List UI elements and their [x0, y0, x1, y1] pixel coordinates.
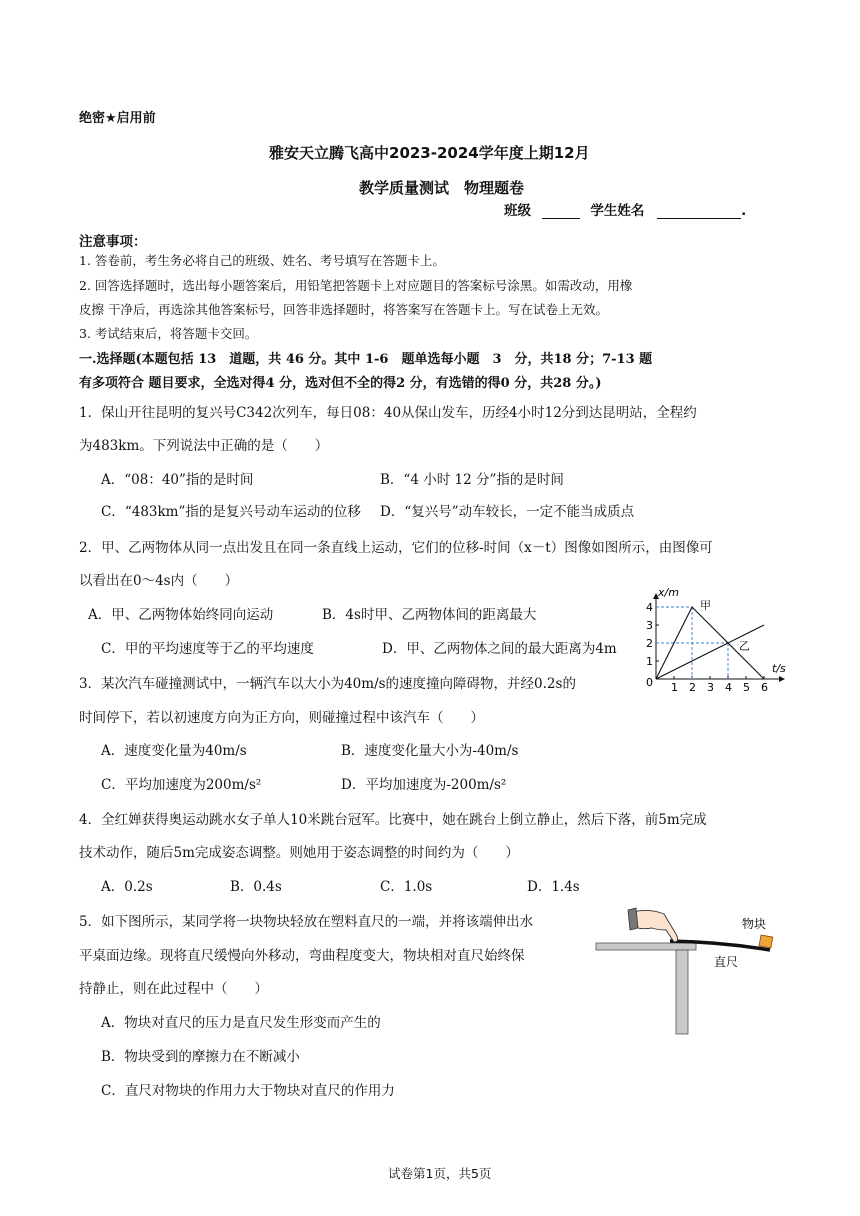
- note-item: 3. 考试结束后，将答题卡交回。: [79, 326, 258, 341]
- y-tick-labels: [646, 601, 659, 668]
- note-item: 1. 答卷前，考生务必将自己的班级、姓名、考号填写在答题卡上。: [79, 253, 445, 268]
- q5-stem-cont: 平桌面边缘。现将直尺缓慢向外移动，弯曲程度变大，物块相对直尺始终保: [79, 948, 525, 964]
- q5-stem-cont2: 持静止，则在此过程中（ ）: [79, 981, 268, 997]
- note-item: 皮擦 干净后，再选涂其他答案标号，回答非选择题时，将答案写在答题卡上。写在试卷上无效。: [79, 302, 608, 317]
- q2-stem-cont: 以看出在0～4s内（ ）: [79, 573, 239, 589]
- x-tick-label: 4: [725, 681, 732, 692]
- block-label: 物块: [742, 917, 767, 931]
- q1-option-a: A．“08：40”指的是时间: [101, 472, 254, 488]
- page-number: 试卷第1页，共5页: [388, 1166, 492, 1181]
- q2-option-b: B．4s时甲、乙两物体间的距离最大: [322, 607, 537, 623]
- q2-option-a: A．甲、乙两物体始终同向运动: [88, 607, 274, 623]
- ruler-illustration: [592, 900, 792, 1040]
- table-leg: [676, 950, 688, 1034]
- q1-option-d: D．“复兴号”动车较长，一定不能当成质点: [380, 504, 635, 520]
- q2-option-d: D．甲、乙两物体之间的最大距离为4m: [382, 641, 617, 657]
- xt-graph: [636, 586, 790, 692]
- q5-stem: 5．如下图所示，某同学将一块物块轻放在塑料直尺的一端，并将该端伸出水: [79, 914, 534, 930]
- series-yi-label: 乙: [738, 639, 750, 653]
- q4-option-c: C．1.0s: [380, 879, 433, 895]
- q4-option-a: A．0.2s: [101, 879, 153, 895]
- x-tick-label: 1: [671, 681, 678, 692]
- hand-icon: [628, 908, 678, 942]
- q3-option-b: B．速度变化量大小为-40m/s: [341, 743, 519, 759]
- q1-stem: 1．保山开往昆明的复兴号C342次列车，每日08：40从保山发车，历经4小时12分到达昆明站，全程约: [79, 405, 697, 421]
- section-heading-cont: 有多项符合 题目要求，全选对得4 分，选对但不全的得2 分，有选错的得0 分，共28 分。): [79, 376, 602, 391]
- class-label: 班级: [504, 203, 531, 219]
- series-jia-label: 甲: [700, 599, 711, 612]
- q4-option-b: B．0.4s: [230, 879, 282, 895]
- origin-label: 0: [646, 676, 653, 689]
- x-axis-label: t/s: [772, 662, 786, 675]
- guide-lines: [656, 607, 728, 679]
- ruler-label: 直尺: [714, 955, 739, 969]
- q5-option-b: B．物块受到的摩擦力在不断减小: [101, 1049, 300, 1065]
- q1-stem-cont: 为483km。下列说法中正确的是（ ）: [79, 438, 329, 454]
- x-tick-label: 6: [761, 681, 768, 692]
- table-top: [596, 943, 696, 950]
- exam-title: 雅安天立腾飞高中2023-2024学年度上期12月: [269, 144, 590, 162]
- q5-option-a: A．物块对直尺的压力是直尺发生形变而产生的: [101, 1015, 381, 1031]
- note-item: 2. 回答选择题时，选出每小题答案后，用铅笔把答题卡上对应题目的答案标号涂黑。如需改动，用橡: [79, 278, 633, 293]
- secret-mark: 绝密★启用前: [79, 111, 156, 126]
- notes-heading: 注意事项：: [79, 234, 147, 250]
- block: [759, 935, 773, 948]
- q3-option-c: C．平均加速度为200m/s²: [101, 777, 262, 793]
- q2-stem: 2．甲、乙两物体从同一点出发且在同一条直线上运动，它们的位移-时间（x－t）图像如图所示，由图像可: [79, 540, 713, 556]
- y-tick-label: 4: [646, 601, 653, 614]
- q5-option-c: C．直尺对物块的作用力大于物块对直尺的作用力: [101, 1083, 395, 1099]
- class-field[interactable]: [542, 218, 580, 219]
- x-tick-labels: [671, 676, 768, 692]
- y-tick-label: 1: [646, 655, 653, 668]
- x-tick-label: 2: [689, 681, 696, 692]
- student-info-row: [504, 199, 746, 219]
- y-tick-label: 3: [646, 619, 653, 632]
- q3-stem-cont: 时间停下，若以初速度方向为正方向，则碰撞过程中该汽车（ ）: [79, 710, 484, 726]
- name-label: 学生姓名: [590, 203, 645, 219]
- exam-subtitle: 教学质量测试 物理题卷: [359, 179, 525, 197]
- section-heading: 一.选择题(本题包括 13 道题，共 46 分。其中 1-6 题单选每小题 3 分，共18 分；7-13 题: [79, 352, 653, 367]
- y-axis-label: x/m: [658, 586, 679, 599]
- x-tick-label: 5: [743, 681, 750, 692]
- q1-option-b: B．“4 小时 12 分”指的是时间: [380, 472, 564, 488]
- q4-stem: 4．全红婵获得奥运动跳水女子单人10米跳台冠军。比赛中，她在跳台上倒立静止，然后下落，前5m完成: [79, 812, 707, 828]
- x-tick-label: 3: [707, 681, 714, 692]
- q1-option-c: C．“483km”指的是复兴号动车运动的位移: [101, 504, 361, 520]
- name-end: .: [741, 203, 747, 219]
- name-field[interactable]: [657, 218, 741, 219]
- q4-option-d: D．1.4s: [527, 879, 580, 895]
- q2-option-c: C．甲的平均速度等于乙的平均速度: [101, 641, 314, 657]
- q3-option-a: A．速度变化量为40m/s: [101, 743, 247, 759]
- q4-stem-cont: 技术动作，随后5m完成姿态调整。则她用于姿态调整的时间约为（ ）: [79, 845, 519, 861]
- q3-stem: 3．某次汽车碰撞测试中，一辆汽车以大小为40m/s的速度撞向障碍物，并经0.2s的: [79, 676, 576, 692]
- q3-option-d: D．平均加速度为-200m/s²: [341, 777, 507, 793]
- y-tick-label: 2: [646, 637, 653, 650]
